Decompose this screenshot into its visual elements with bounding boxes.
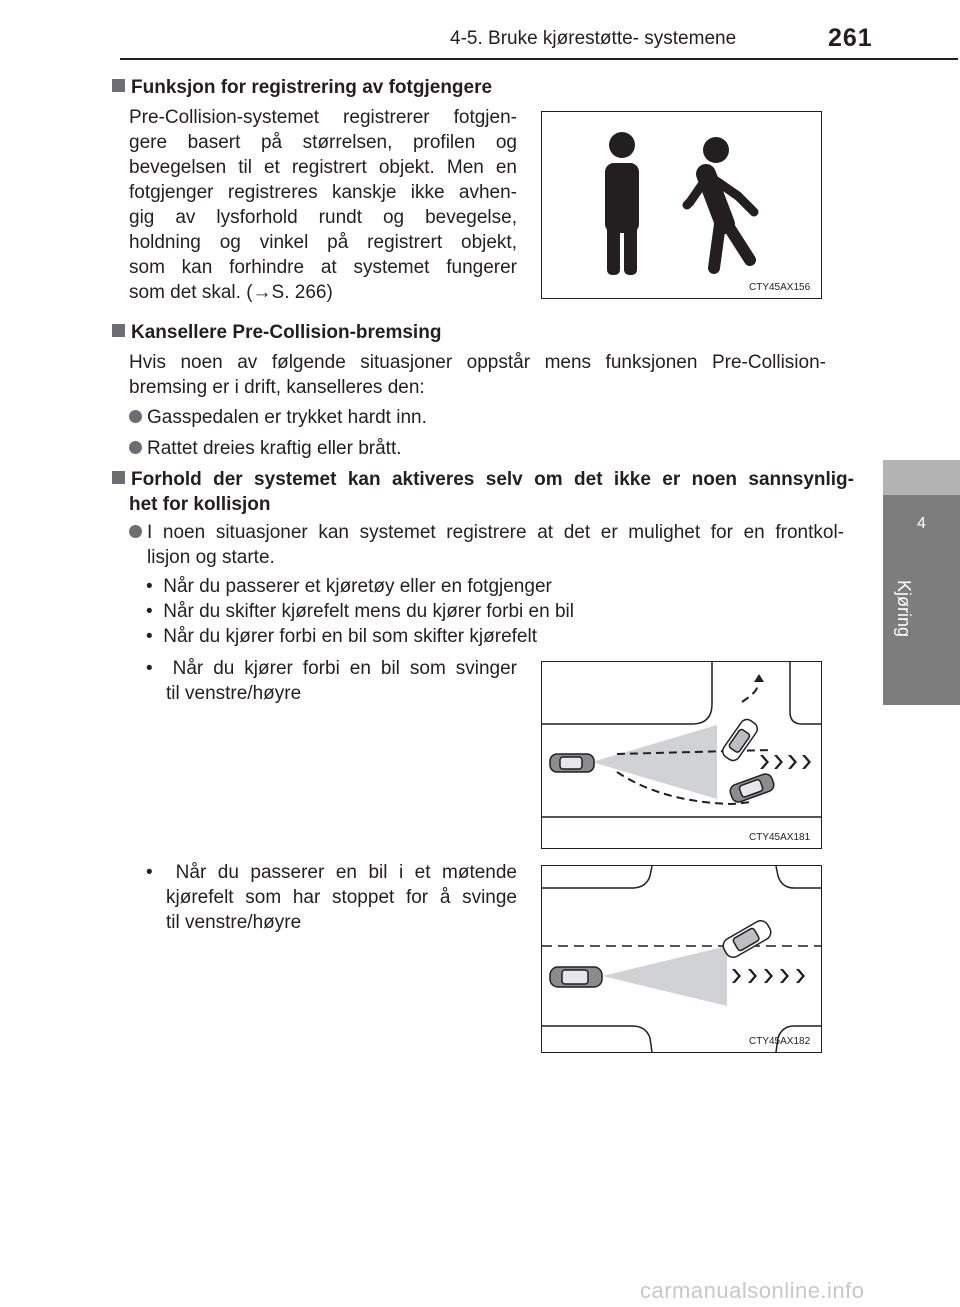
text-line: fotgjenger registreres kanskje ikke avhen-	[129, 182, 517, 203]
square-bullet-icon	[112, 79, 125, 92]
text-line: som kan forhindre at systemet fungerer	[129, 257, 517, 278]
heading-text: Kansellere Pre-Collision-bremsing	[131, 322, 442, 343]
text-line: gig av lysforhold rundt og bevegelse,	[129, 207, 517, 228]
figure-turning-car	[541, 661, 822, 849]
sensor-beam	[592, 725, 717, 799]
sub-item-text: Når du kjører forbi en bil som svinger	[172, 658, 517, 679]
sub-item: • Når du skifter kjørefelt mens du kjører forbi en bil	[146, 601, 574, 622]
section-heading-cancel	[112, 320, 441, 345]
bullet-item	[129, 520, 844, 570]
stopped-car-icon	[720, 918, 773, 960]
side-tab-number: 4	[917, 515, 926, 532]
sub-item: • Når du kjører forbi en bil som skifter kjørefelt	[146, 626, 537, 647]
sub-item-text: til venstre/høyre	[166, 683, 302, 704]
sub-item-text: til venstre/høyre	[166, 912, 302, 933]
figure-code: CTY45AX182	[749, 1036, 811, 1047]
square-bullet-icon	[112, 324, 125, 337]
figure-pedestrians	[541, 111, 822, 299]
round-bullet-icon	[129, 525, 142, 538]
sub-item: • Når du passerer en bil i et møtende kjørefelt som har stoppet for å svinge til venstre/høyre	[146, 862, 517, 933]
bullet-text: Gasspedalen er trykket hardt inn.	[147, 407, 427, 428]
section1-paragraph	[129, 105, 517, 305]
sub-item-text: Når du kjører forbi en bil som skifter kjørefelt	[163, 626, 537, 647]
side-tab-label: Kjøring	[894, 580, 914, 638]
heading-text: het for kollisjon	[129, 494, 271, 515]
turning-car-icon	[720, 717, 760, 763]
square-bullet-icon	[112, 471, 125, 484]
text-line: bevegelsen til et registrert objekt. Men en	[129, 157, 517, 178]
bullet-text: lisjon og starte.	[147, 547, 275, 568]
section2-paragraph	[129, 350, 826, 400]
walking-person-icon	[687, 137, 754, 268]
side-tab-accent	[883, 460, 960, 495]
sub-item: • Når du passerer et kjøretøy eller en fotgjenger	[146, 576, 552, 597]
page-reference-link[interactable]: som det skal. (→S. 266)	[129, 282, 333, 303]
section-heading-false-activation	[112, 467, 854, 517]
text-line: holdning og vinkel på registrert objekt,	[129, 232, 517, 253]
round-bullet-icon	[129, 410, 142, 423]
heading-text: Forhold der systemet kan aktiveres selv om det ikke er noen sannsynlig-	[131, 469, 854, 490]
sub-item-text: Når du passerer et kjøretøy eller en fotgjenger	[163, 576, 552, 597]
figure-code: CTY45AX156	[749, 282, 811, 293]
sensor-beam	[602, 946, 727, 1006]
car-icon	[550, 754, 594, 772]
header-title: 4-5. Bruke kjørestøtte- systemene	[450, 28, 737, 49]
section-heading-pedestrian	[112, 75, 492, 100]
arrow-head-icon	[754, 674, 764, 682]
bullet-text: Rattet dreies kraftig eller brått.	[147, 438, 402, 459]
sub-item-text: Når du passerer en bil i et møtende	[175, 862, 517, 883]
figure-stopped-oncoming-car	[541, 865, 822, 1053]
oncoming-car-icon	[728, 772, 776, 804]
car-icon	[550, 967, 602, 987]
sub-item-text: kjørefelt som har stoppet for å svinge	[166, 887, 517, 908]
bullet-item	[129, 436, 402, 461]
sub-item: • Når du kjører forbi en bil som svinger til venstre/høyre	[146, 658, 517, 704]
figure-code: CTY45AX181	[749, 832, 811, 843]
text-line: gere basert på størrelsen, profilen og	[129, 132, 517, 153]
bullet-text: I noen situasjoner kan systemet registrere at det er mulighet for en frontkol-	[147, 522, 844, 543]
beam-arrows	[732, 969, 805, 983]
beam-arrows	[760, 755, 811, 769]
standing-person-icon	[605, 132, 639, 275]
sub-item-text: Når du skifter kjørefelt mens du kjører forbi en bil	[163, 601, 574, 622]
round-bullet-icon	[129, 441, 142, 454]
watermark[interactable]: carmanualsonline.info	[640, 1278, 865, 1303]
bullet-item	[129, 405, 427, 430]
text-line: Hvis noen av følgende situasjoner oppstår mens funksjonen Pre-Collision-	[129, 352, 826, 373]
text-line: bremsing er i drift, kanselleres den:	[129, 377, 425, 398]
page-number: 261	[828, 24, 873, 52]
heading-text: Funksjon for registrering av fotgjengere	[131, 77, 493, 98]
text-line: Pre-Collision-systemet registrerer fotgjen-	[129, 107, 517, 128]
header-rule	[120, 58, 958, 60]
sub-list	[146, 574, 574, 649]
